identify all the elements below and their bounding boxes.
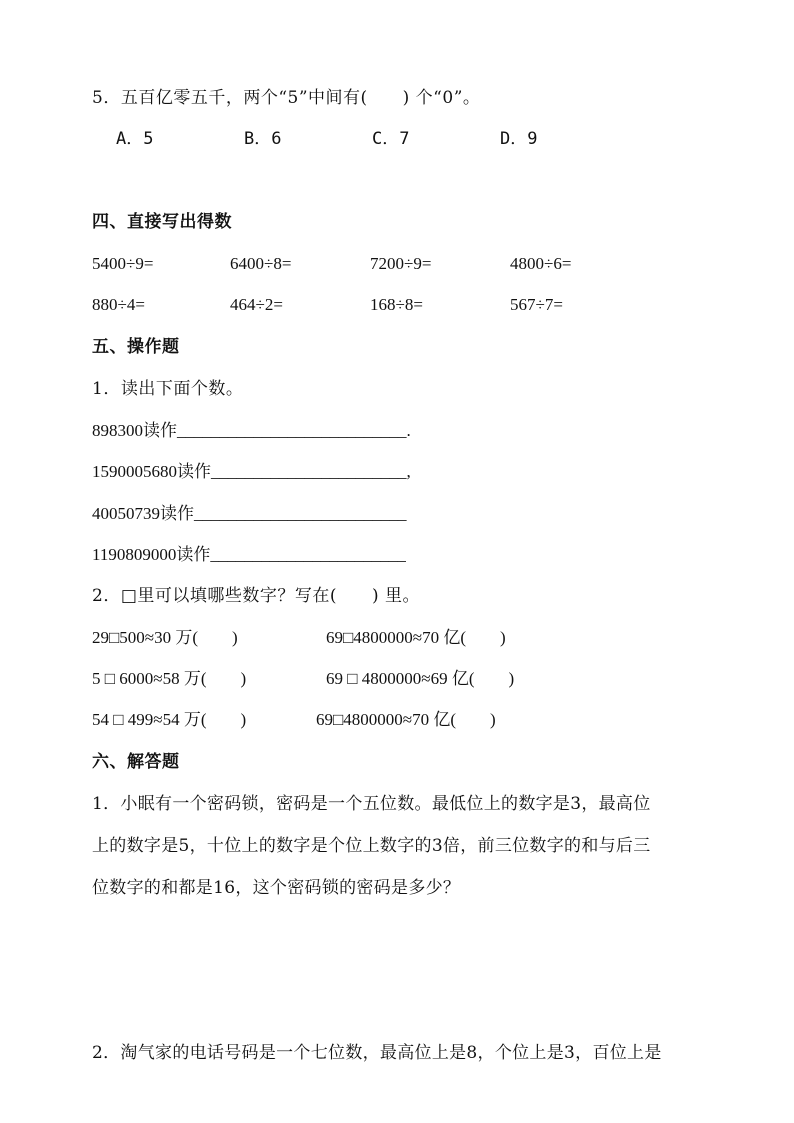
calc-item: 567÷7= <box>510 295 563 314</box>
section6-q1-line: 上的数字是5，十位上的数字是个位上数字的3倍，前三位数字的和与后三 <box>92 836 651 856</box>
calc-item: 4800÷6= <box>510 254 572 273</box>
calc-item: 5400÷9= <box>92 254 154 273</box>
q5-option-c: C．7 <box>372 129 410 149</box>
q5-option-a: A．5 <box>116 129 154 149</box>
estimate-item: 5 □ 6000≈58 万( ) <box>92 669 247 688</box>
section6-q1-line: 位数字的和都是16，这个密码锁的密码是多少？ <box>92 878 461 898</box>
estimate-item: 54 □ 499≈54 万( ) <box>92 710 247 729</box>
section6-q1-line: 1．小眠有一个密码锁，密码是一个五位数。最低位上的数字是3，最高位 <box>92 794 651 814</box>
reading-item: 1190809000读作_______________________ <box>92 545 406 564</box>
estimate-item: 69 □ 4800000≈69 亿( ) <box>326 669 515 688</box>
q5-stem: 5．五百亿零五千，两个“5”中间有( ) 个“0”。 <box>92 88 481 108</box>
section5-q1-stem: 1．读出下面个数。 <box>92 379 244 399</box>
estimate-item: 69□4800000≈70 亿( ) <box>326 628 506 647</box>
estimate-item: 29□500≈30 万( ) <box>92 628 238 647</box>
calc-item: 168÷8= <box>370 295 423 314</box>
section5-title: 五、操作题 <box>92 337 180 357</box>
estimate-item: 69□4800000≈70 亿( ) <box>316 710 496 729</box>
calc-item: 6400÷8= <box>230 254 292 273</box>
section6-q2-line: 2．淘气家的电话号码是一个七位数，最高位上是8，个位上是3，百位上是 <box>92 1043 662 1063</box>
section4-title: 四、直接写出得数 <box>92 212 232 232</box>
reading-item: 898300读作___________________________. <box>92 421 411 440</box>
reading-item: 1590005680读作_______________________, <box>92 462 411 481</box>
section5-q2-stem: 2．□里可以填哪些数字？写在( ) 里。 <box>92 586 421 606</box>
calc-item: 464÷2= <box>230 295 283 314</box>
section6-title: 六、解答题 <box>92 752 180 772</box>
calc-item: 7200÷9= <box>370 254 432 273</box>
q5-option-d: D．9 <box>500 129 538 149</box>
reading-item: 40050739读作_________________________ <box>92 504 407 523</box>
calc-item: 880÷4= <box>92 295 145 314</box>
q5-option-b: B．6 <box>244 129 282 149</box>
